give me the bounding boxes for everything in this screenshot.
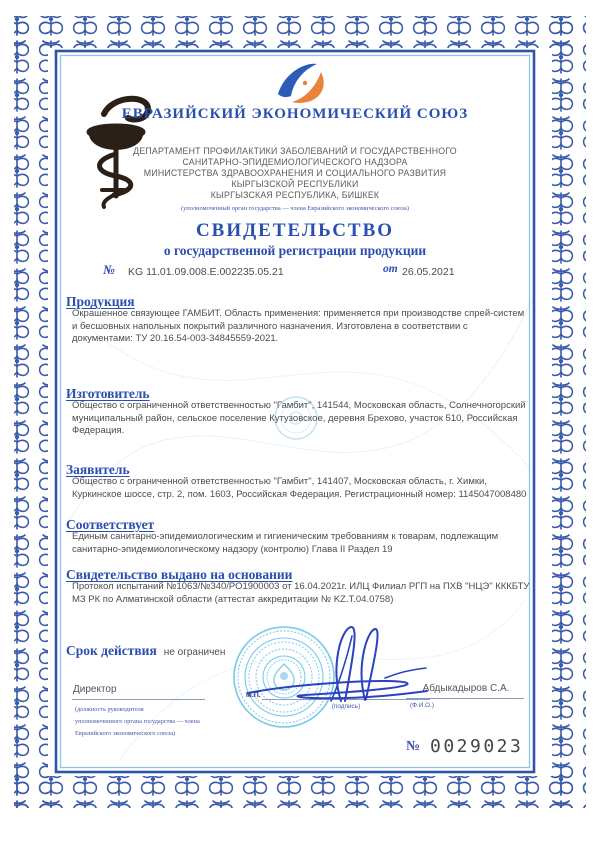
- certificate-subtitle: о государственной регистрации продукции: [163, 243, 427, 258]
- registration-number: KG 11.01.09.008.Е.002235.05.21: [128, 266, 284, 278]
- eaeu-logo-icon: [272, 60, 330, 106]
- director-note: [75, 704, 245, 740]
- serial-label: №: [406, 739, 421, 754]
- serial-number: 0029023: [430, 736, 524, 757]
- director-note-line: уполномоченного органа государства — члена: [75, 718, 200, 725]
- registration-date: 26.05.2021: [402, 266, 455, 278]
- department-line: САНИТАРНО-ЭПИДЕМИОЛОГИЧЕСКОГО НАДЗОРА: [182, 157, 408, 167]
- union-name: ЕВРАЗИЙСКИЙ ЭКОНОМИЧЕСКИЙ СОЮЗ: [121, 106, 469, 122]
- section-text-compliance: Единым санитарно-эпидемиологическим и гигиеническим требованиям к товарам, подлежащим санитарно-эпидемиологическому надзору (контролю) Глава II Раздел 19: [72, 531, 499, 555]
- section-text-basis: Протокол испытаний №1063/№340/РО1900003 от 16.04.2021г. ИЛЦ Филиал РГП на ПХВ "НЦЭ" КККБТУ МЗ РК по Алматинской области (аттестат аккредитации № KZ.Т.04.0758): [72, 581, 530, 605]
- director-note-line: (должность руководителя: [75, 706, 144, 713]
- signee-name: Абдыкадыров С.А.: [422, 683, 510, 694]
- certificate-title: СВИДЕТЕЛЬСТВО: [195, 220, 395, 241]
- authority-note: (уполномоченный орган государства — члена Евразийского экономического союза): [180, 205, 410, 212]
- signature-line: [262, 699, 430, 700]
- section-heading-compliance: Соответствует: [66, 517, 155, 532]
- department-line: КЫРГЫЗСКОЙ РЕСПУБЛИКИ: [231, 179, 359, 189]
- stamp-place-label: М.П.: [246, 692, 261, 699]
- department-line: ДЕПАРТАМЕНТ ПРОФИЛАКТИКИ ЗАБОЛЕВАНИЙ И ГОСУДАРСТВЕННОГО: [133, 146, 457, 156]
- signature-caption: (подпись): [331, 703, 361, 710]
- section-text-product: Окрашенное связующее ГАМБИТ. Область применения: применяется при производстве спрей-систем и бесшовных напольных покрытий различного назначения. Изготовлена в соответствии с документами: ТУ 20.16.54-003-34845559-2021.: [72, 308, 525, 344]
- director-label: Директор: [73, 684, 117, 695]
- director-signature-line: [72, 699, 205, 700]
- section-text-applicant: Общество с ограниченной ответственностью "Гамбит", 141407, Московская область, г. Химки, Куркинское шоссе, стр. 2, пом. 1603, Российская Федерация. Регистрационный номер: 1145047008480: [72, 476, 527, 500]
- issuing-department: [56, 146, 534, 201]
- section-heading-validity: Срок действия: [66, 643, 157, 658]
- section-heading-basis: Свидетельство выдано на основании: [66, 567, 293, 582]
- section-heading-product: Продукция: [66, 294, 135, 309]
- number-label: №: [103, 262, 115, 277]
- director-note-line: Евразийского экономического союза): [75, 730, 176, 737]
- validity-value: не ограничен: [163, 647, 226, 658]
- section-heading-manufacturer: Изготовитель: [66, 386, 150, 401]
- section-text-manufacturer: Общество с ограниченной ответственностью "Гамбит", 141544, Московская область, Солнечногорский муниципальный район, сельское поселение Кутузовское, деревня Брехово, участок 510, Российская Федерация.: [72, 400, 526, 436]
- department-line: КЫРГЫЗСКАЯ РЕСПУБЛИКА, БИШКЕК: [210, 190, 380, 200]
- validity-row: [66, 643, 225, 659]
- signee-caption: (Ф.И.О.): [410, 702, 435, 709]
- department-line: МИНИСТЕРСТВА ЗДРАВООХРАНЕНИЯ И СОЦИАЛЬНОГО РАЗВИТИЯ: [143, 168, 447, 178]
- signee-line: [406, 698, 524, 699]
- date-label: от: [383, 263, 398, 275]
- section-heading-applicant: Заявитель: [66, 462, 130, 477]
